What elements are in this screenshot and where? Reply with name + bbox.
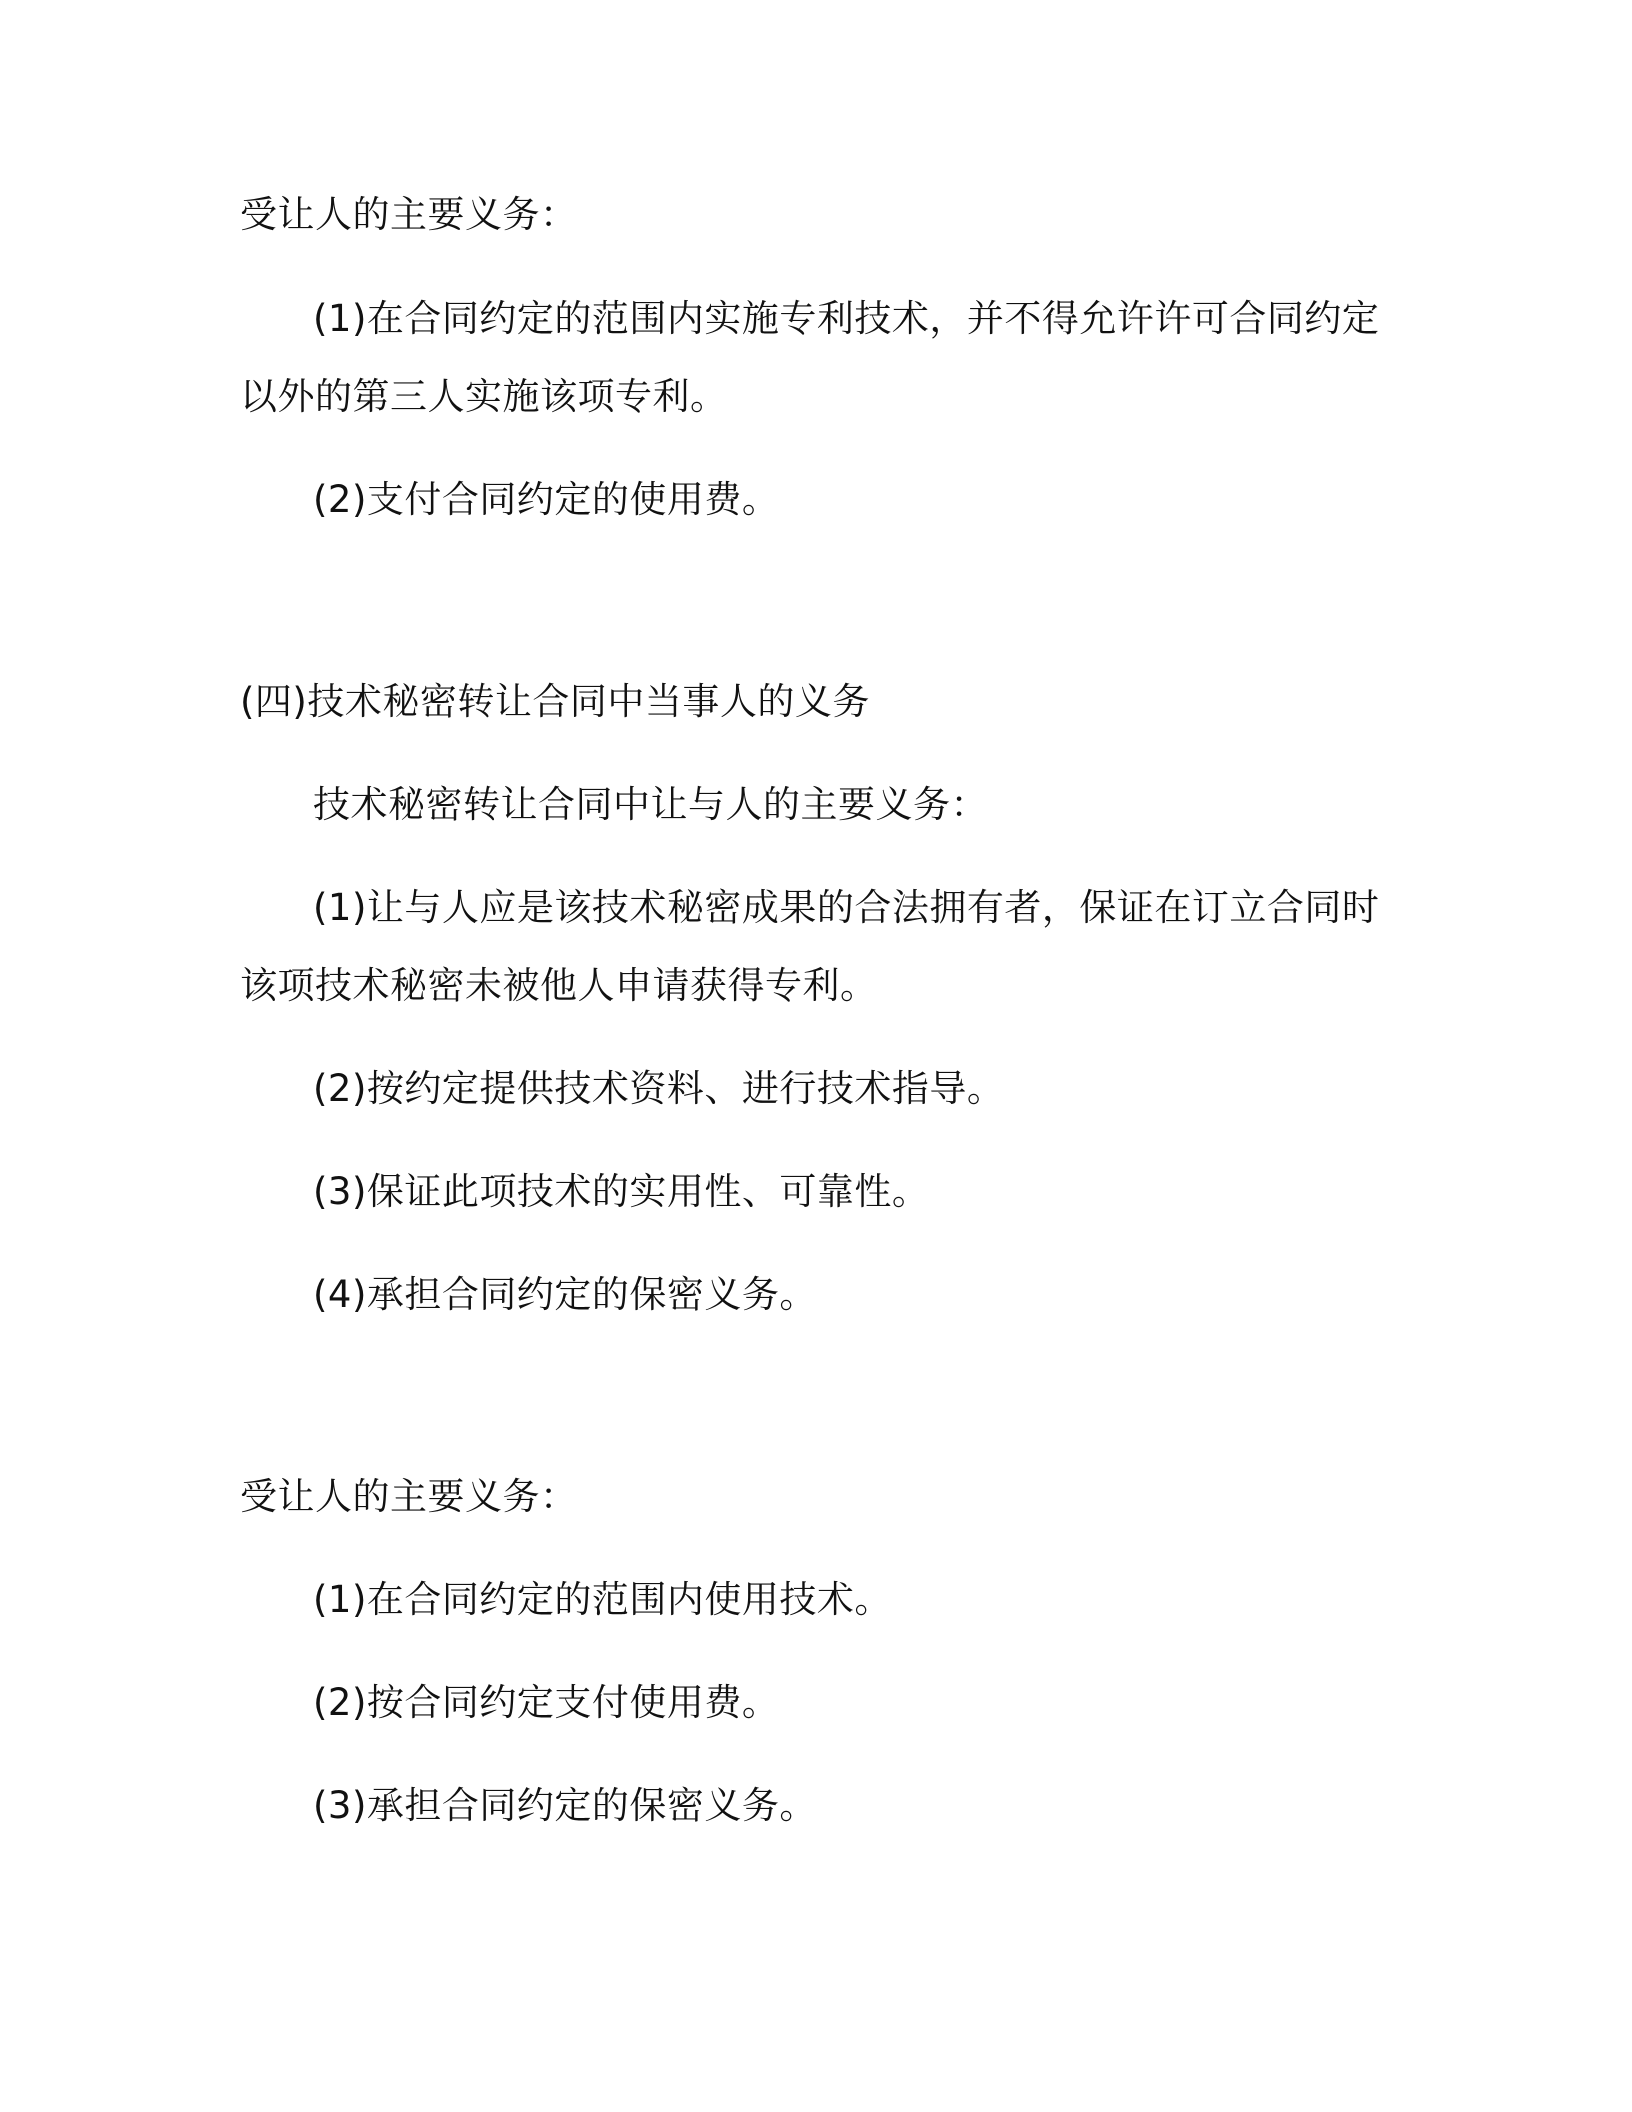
paragraph-line: (2)按合同约定支付使用费。 xyxy=(313,1681,780,1724)
paragraph-line: (2)支付合同约定的使用费。 xyxy=(313,478,780,521)
paragraph-line: (3)保证此项技术的实用性、可靠性。 xyxy=(313,1170,930,1213)
paragraph-line: 该项技术秘密未被他人申请获得专利。 xyxy=(240,964,878,1007)
paragraph-line: (2)按约定提供技术资料、进行技术指导。 xyxy=(313,1067,1005,1110)
section-heading-assignee-duties: 受让人的主要义务： xyxy=(240,193,578,236)
paragraph-line: (1)在合同约定的范围内使用技术。 xyxy=(313,1578,892,1621)
paragraph-line: (4)承担合同约定的保密义务。 xyxy=(313,1273,817,1316)
paragraph-line: 以外的第三人实施该项专利。 xyxy=(240,375,728,418)
subsection-heading-transferor-duties: 技术秘密转让合同中让与人的主要义务： xyxy=(313,783,988,826)
paragraph-line: (1)让与人应是该技术秘密成果的合法拥有者，保证在订立合同时 xyxy=(313,886,1380,929)
section-heading-assignee-duties: 受让人的主要义务： xyxy=(240,1475,578,1518)
paragraph-line: (1)在合同约定的范围内实施专利技术，并不得允许许可合同约定 xyxy=(313,297,1380,340)
section-heading-technical-secret: (四)技术秘密转让合同中当事人的义务 xyxy=(240,680,870,723)
paragraph-line: (3)承担合同约定的保密义务。 xyxy=(313,1784,817,1827)
